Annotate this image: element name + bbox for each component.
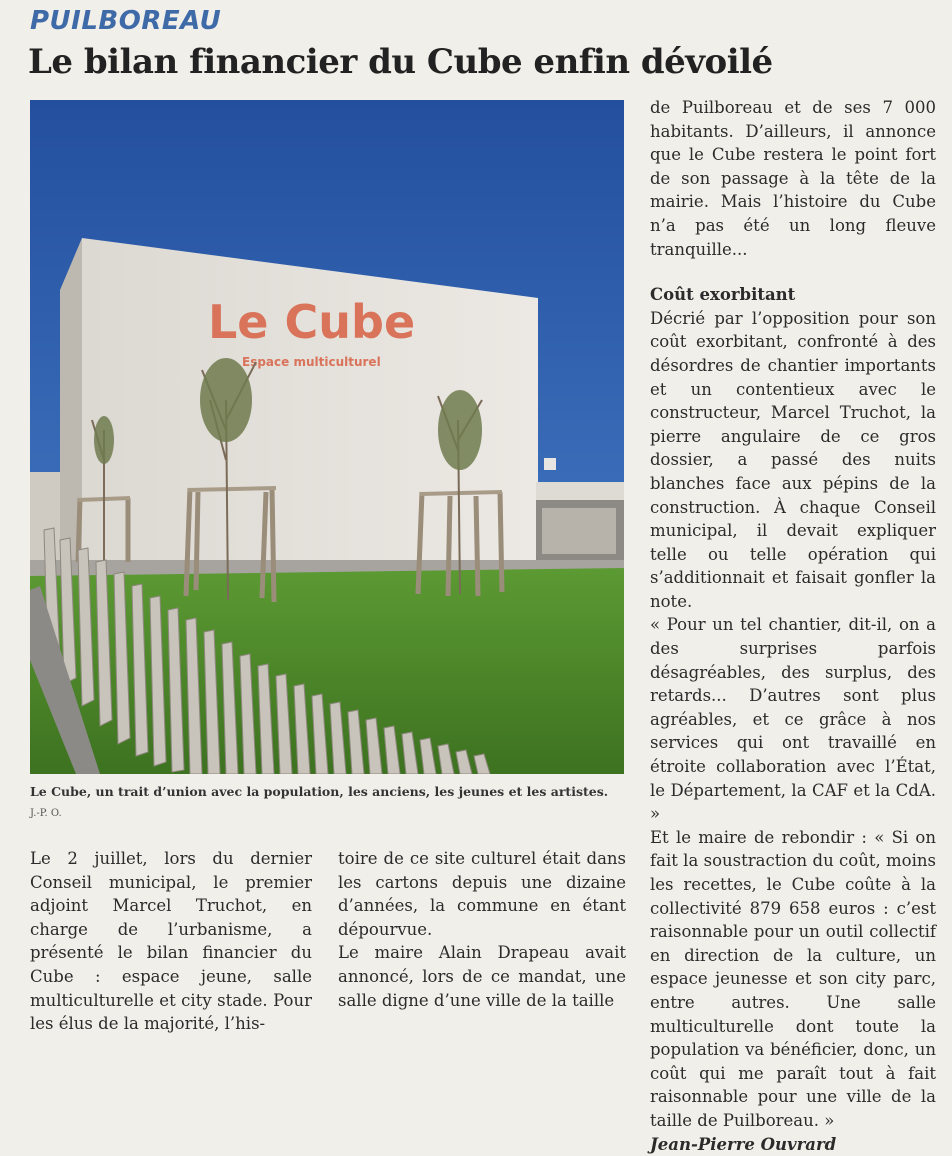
cube-sign-text: Le Cube [208,295,416,349]
article-column-1 [30,847,312,1036]
paragraph: Et le maire de rebondir : « Si on fait la soustraction du coût, moins les recettes, le Cube coûte à la collectivité 879 658 euros : c’est raisonnable pour un outil collectif en direction de la culture, un espace jeunesse et son city parc, entre autres. Une salle multiculturelle dont toute la population va bénéficier, donc, un coût qui me paraît tout à fait raisonnable pour une ville de la taille de Puilboreau. » [650,827,936,1130]
article-headline: Le bilan financier du Cube enfin dévoilé [28,42,773,82]
author-signature: Jean-Pierre Ouvrard [650,1134,837,1154]
paragraph: « Pour un tel chantier, dit-il, on a des surprises parfois désagréables, des surplus, des retards... D’autres sont plus agréables, et ce grâce à nos services qui ont travaillé en étroite collaboration avec l’État, le Département, la CAF et la CdA. » [650,615,936,824]
paragraph: Décrié par l’opposition pour son coût exorbitant, confronté à des désordres de chantier importants et un contentieux avec le constructeur, Marcel Truchot, la pierre angulaire de ce gros dossier, a passé des nuits blanches face aux pépins de la construction. À chaque Conseil municipal, il devait expliquer telle ou telle opération qui s’additionnait et faisait gonfler la note. [650,308,936,611]
article-column-3 [650,96,936,1156]
le-cube-building-photo [30,100,624,774]
paragraph: Le maire Alain Drapeau avait annoncé, lors de ce mandat, une salle digne d’une ville de la taille [338,943,626,1010]
paragraph: de Puilboreau et de ses 7 000 habitants. D’ailleurs, il annonce que le Cube restera le point fort de son passage à la tête de la mairie. Mais l’histoire du Cube n’a pas été un long fleuve tranquille... [650,98,936,259]
paragraph: toire de ce site culturel était dans les cartons depuis une dizaine d’années, la commune en étant dépourvue. [338,849,626,939]
photo-credit: J.-P. O. [30,808,62,819]
article-column-2 [338,847,626,1012]
section-subhead: Coût exorbitant [650,285,796,305]
paragraph: Le 2 juillet, lors du dernier Conseil municipal, le premier adjoint Marcel Truchot, en charge de l’urbanisme, a présenté le bilan financier du Cube : espace jeune, salle multiculturelle et city stade. Pour les élus de la majorité, l’his- [30,849,312,1034]
section-kicker: PUILBOREAU [30,6,222,36]
photo-caption: Le Cube, un trait d’union avec la population, les anciens, les jeunes et les artistes. [30,784,609,799]
article-photo [30,100,624,774]
cube-sign-subtitle: Espace multiculturel [242,355,381,369]
